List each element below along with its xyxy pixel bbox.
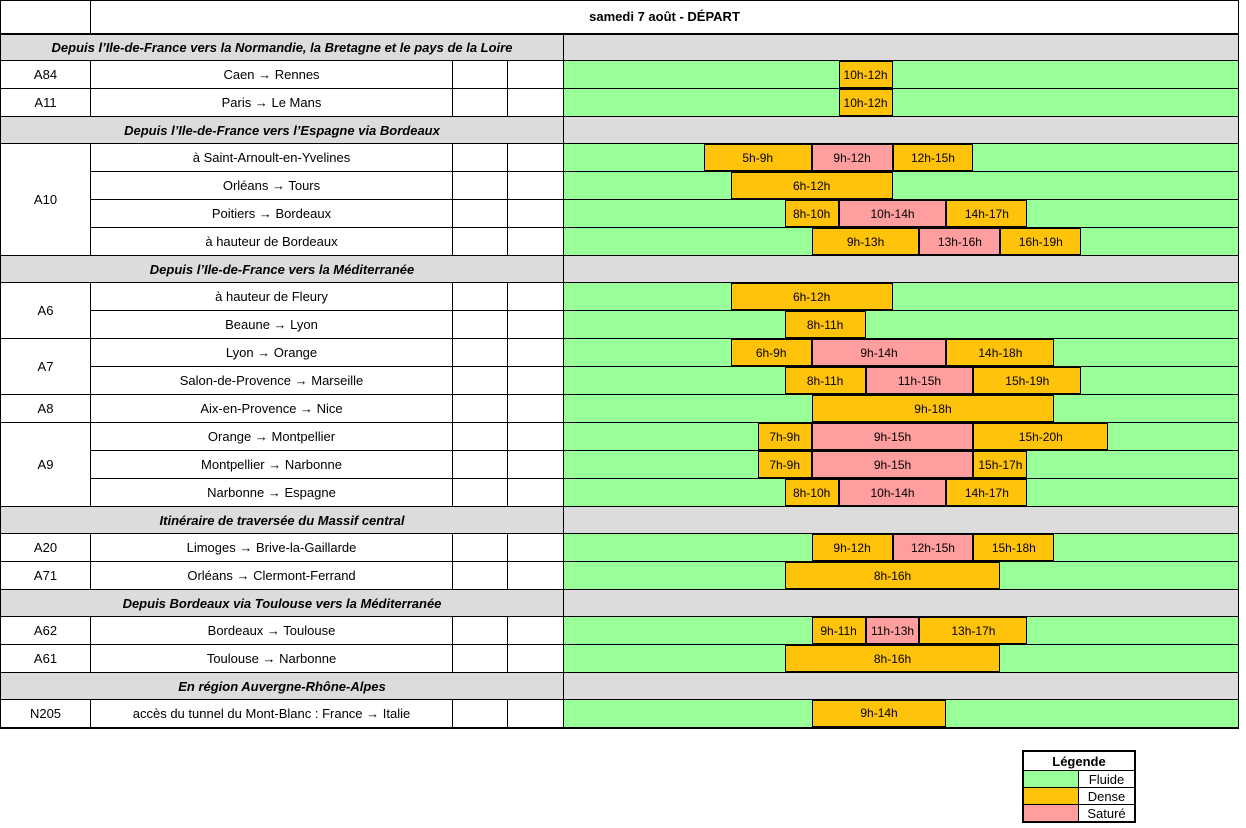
timeline-cell	[564, 339, 1239, 367]
road-code: A61	[1, 645, 91, 673]
timeline-track	[564, 451, 1238, 478]
road-code: A84	[1, 61, 91, 89]
section-header-timeline	[564, 507, 1239, 534]
timeline-track	[564, 89, 1238, 116]
traffic-segment-sature: 11h-15h	[866, 367, 974, 394]
traffic-segment-dense: 12h-15h	[893, 144, 974, 171]
traffic-segment-dense: 8h-10h	[785, 479, 839, 506]
traffic-segment-dense: 13h-17h	[919, 617, 1027, 644]
legend-row	[1023, 771, 1135, 788]
traffic-segment-dense: 9h-11h	[812, 617, 866, 644]
road-code: N205	[1, 700, 91, 728]
route-label: Aix-en-Provence → Nice	[91, 395, 453, 423]
route-label: Bordeaux → Toulouse	[91, 617, 453, 645]
section-header: Depuis l’Ile-de-France vers la Normandie, la Bretagne et le pays de la Loire	[1, 34, 564, 61]
route-label: Paris → Le Mans	[91, 89, 453, 117]
corner-blank	[1, 1, 91, 34]
route-label: à Saint-Arnoult-en-Yvelines	[91, 144, 453, 172]
section-header: Itinéraire de traversée du Massif central	[1, 507, 564, 534]
spacer-cell	[453, 89, 508, 117]
traffic-segment-dense: 10h-12h	[839, 89, 893, 116]
spacer-cell	[453, 367, 508, 395]
section-header: Depuis l’Ile-de-France vers la Méditerranée	[1, 256, 564, 283]
traffic-segment-dense: 9h-18h	[812, 395, 1055, 422]
spacer-cell	[453, 339, 508, 367]
road-code: A6	[1, 283, 91, 339]
timeline-track	[564, 339, 1238, 366]
spacer-cell	[453, 172, 508, 200]
spacer-cell	[508, 311, 564, 339]
traffic-segment-dense: 14h-17h	[946, 200, 1027, 227]
timeline-cell	[564, 479, 1239, 507]
traffic-segment-dense: 8h-11h	[785, 311, 866, 338]
route-label: Beaune → Lyon	[91, 311, 453, 339]
timeline-track	[564, 645, 1238, 672]
section-header-timeline	[564, 590, 1239, 617]
road-code: A7	[1, 339, 91, 395]
timeline-cell	[564, 311, 1239, 339]
traffic-segment-dense: 15h-19h	[973, 367, 1081, 394]
traffic-segment-sature: 10h-14h	[839, 479, 947, 506]
timeline-track	[564, 534, 1238, 561]
timeline-cell	[564, 61, 1239, 89]
road-code: A8	[1, 395, 91, 423]
spacer-cell	[508, 395, 564, 423]
legend-label: Dense	[1079, 788, 1136, 805]
road-code: A11	[1, 89, 91, 117]
timeline-cell	[564, 172, 1239, 200]
timeline-track	[564, 283, 1238, 310]
road-code: A62	[1, 617, 91, 645]
section-header-timeline	[564, 256, 1239, 283]
timeline-track	[564, 617, 1238, 644]
timeline-cell	[564, 89, 1239, 117]
spacer-cell	[453, 617, 508, 645]
traffic-segment-dense: 15h-20h	[973, 423, 1108, 450]
spacer-cell	[453, 645, 508, 673]
traffic-segment-dense: 9h-14h	[812, 700, 947, 727]
spacer-cell	[453, 479, 508, 507]
route-label: Poitiers → Bordeaux	[91, 200, 453, 228]
traffic-segment-dense: 6h-12h	[731, 283, 893, 310]
route-label: Orange → Montpellier	[91, 423, 453, 451]
traffic-segment-sature: 13h-16h	[919, 228, 1000, 255]
traffic-segment-sature: 9h-14h	[812, 339, 947, 366]
page-title: samedi 7 août - DÉPART	[91, 1, 1239, 34]
timeline-cell	[564, 283, 1239, 311]
legend-row	[1023, 805, 1135, 823]
spacer-cell	[453, 283, 508, 311]
timeline-cell	[564, 228, 1239, 256]
traffic-segment-dense: 8h-11h	[785, 367, 866, 394]
traffic-segment-sature: 9h-12h	[812, 144, 893, 171]
spacer-cell	[508, 423, 564, 451]
traffic-segment-dense: 8h-16h	[785, 645, 1001, 672]
timeline-cell	[564, 451, 1239, 479]
section-header-timeline	[564, 117, 1239, 144]
road-code: A9	[1, 423, 91, 507]
route-label: à hauteur de Fleury	[91, 283, 453, 311]
timeline-cell	[564, 534, 1239, 562]
spacer-cell	[453, 451, 508, 479]
timeline-cell	[564, 367, 1239, 395]
road-code: A20	[1, 534, 91, 562]
traffic-segment-dense: 5h-9h	[704, 144, 812, 171]
traffic-segment-sature: 9h-15h	[812, 451, 974, 478]
legend-swatch-fluide	[1023, 771, 1079, 788]
traffic-segment-dense: 9h-12h	[812, 534, 893, 561]
spacer-cell	[508, 451, 564, 479]
traffic-segment-dense: 7h-9h	[758, 451, 812, 478]
traffic-segment-dense: 6h-12h	[731, 172, 893, 199]
spacer-cell	[453, 61, 508, 89]
route-label: accès du tunnel du Mont-Blanc : France → Italie	[91, 700, 453, 728]
section-header: En région Auvergne-Rhône-Alpes	[1, 673, 564, 700]
traffic-segment-dense: 6h-9h	[731, 339, 812, 366]
timeline-cell	[564, 200, 1239, 228]
timeline-cell	[564, 562, 1239, 590]
spacer-cell	[508, 479, 564, 507]
spacer-cell	[508, 339, 564, 367]
spacer-cell	[508, 562, 564, 590]
traffic-segment-dense: 14h-18h	[946, 339, 1054, 366]
traffic-segment-dense: 16h-19h	[1000, 228, 1081, 255]
route-label: Narbonne → Espagne	[91, 479, 453, 507]
road-code: A71	[1, 562, 91, 590]
section-header: Depuis Bordeaux via Toulouse vers la Méditerranée	[1, 590, 564, 617]
spacer-cell	[453, 562, 508, 590]
timeline-track	[564, 144, 1238, 171]
traffic-segment-dense: 8h-16h	[785, 562, 1001, 589]
timeline-track	[564, 228, 1238, 255]
spacer-cell	[453, 534, 508, 562]
spacer-cell	[508, 283, 564, 311]
spacer-cell	[453, 423, 508, 451]
route-label: Montpellier → Narbonne	[91, 451, 453, 479]
timeline-cell	[564, 700, 1239, 728]
timeline-track	[564, 367, 1238, 394]
route-label: Toulouse → Narbonne	[91, 645, 453, 673]
route-label: Limoges → Brive-la-Gaillarde	[91, 534, 453, 562]
section-header-timeline	[564, 34, 1239, 61]
timeline-cell	[564, 144, 1239, 172]
route-label: Caen → Rennes	[91, 61, 453, 89]
spacer-cell	[453, 144, 508, 172]
legend-title: Légende	[1023, 751, 1135, 771]
spacer-cell	[508, 89, 564, 117]
timeline-track	[564, 395, 1238, 422]
spacer-cell	[508, 144, 564, 172]
spacer-cell	[508, 534, 564, 562]
spacer-cell	[508, 200, 564, 228]
traffic-segment-dense: 8h-10h	[785, 200, 839, 227]
timeline-cell	[564, 395, 1239, 423]
legend-swatch-sature	[1023, 805, 1079, 823]
legend	[1022, 750, 1136, 823]
spacer-cell	[453, 395, 508, 423]
traffic-segment-sature: 11h-13h	[866, 617, 920, 644]
route-label: Orléans → Tours	[91, 172, 453, 200]
spacer-cell	[508, 700, 564, 728]
spacer-cell	[508, 367, 564, 395]
timeline-cell	[564, 617, 1239, 645]
spacer-cell	[508, 617, 564, 645]
spacer-cell	[508, 61, 564, 89]
traffic-segment-sature: 9h-15h	[812, 423, 974, 450]
traffic-segment-sature: 12h-15h	[893, 534, 974, 561]
traffic-segment-dense: 9h-13h	[812, 228, 920, 255]
route-label: à hauteur de Bordeaux	[91, 228, 453, 256]
timeline-track	[564, 700, 1238, 727]
traffic-segment-dense: 15h-18h	[973, 534, 1054, 561]
traffic-segment-dense: 15h-17h	[973, 451, 1027, 478]
spacer-cell	[453, 200, 508, 228]
traffic-segment-dense: 14h-17h	[946, 479, 1027, 506]
timeline-track	[564, 172, 1238, 199]
spacer-cell	[508, 172, 564, 200]
spacer-cell	[453, 700, 508, 728]
timeline-track	[564, 479, 1238, 506]
road-code: A10	[1, 144, 91, 256]
timeline-track	[564, 423, 1238, 450]
timeline-cell	[564, 645, 1239, 673]
timeline-track	[564, 311, 1238, 338]
route-label: Salon-de-Provence → Marseille	[91, 367, 453, 395]
legend-row	[1023, 788, 1135, 805]
traffic-segment-dense: 7h-9h	[758, 423, 812, 450]
legend-swatch-dense	[1023, 788, 1079, 805]
traffic-segment-dense: 10h-12h	[839, 61, 893, 88]
route-label: Orléans → Clermont-Ferrand	[91, 562, 453, 590]
spacer-cell	[508, 645, 564, 673]
timeline-track	[564, 200, 1238, 227]
timeline-track	[564, 562, 1238, 589]
legend-label: Saturé	[1079, 805, 1136, 823]
route-label: Lyon → Orange	[91, 339, 453, 367]
section-header: Depuis l’Ile-de-France vers l’Espagne via Bordeaux	[1, 117, 564, 144]
spacer-cell	[508, 228, 564, 256]
legend-label: Fluide	[1079, 771, 1136, 788]
timeline-cell	[564, 423, 1239, 451]
traffic-segment-sature: 10h-14h	[839, 200, 947, 227]
timeline-track	[564, 61, 1238, 88]
spacer-cell	[453, 228, 508, 256]
spacer-cell	[453, 311, 508, 339]
section-header-timeline	[564, 673, 1239, 700]
